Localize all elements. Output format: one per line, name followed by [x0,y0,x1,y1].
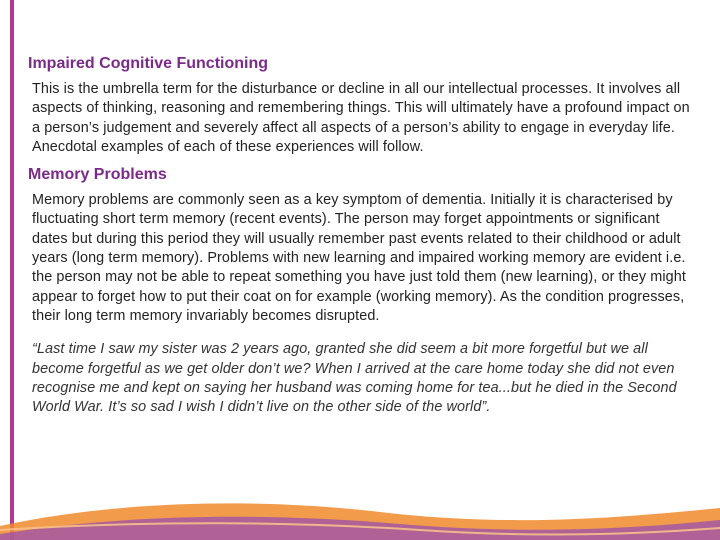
paragraph-memory-problems: Memory problems are commonly seen as a key symptom of dementia. Initially it is characterised by fluctuating short term memory (recent events). The person may forget appointments or significant dates but during this period they will usually remember past events related to their childhood or adult years (long term memory). Problems with new learning and impaired working memory are evident i.e. the person may not be able to repeat something you have just told them (new learning), or they might appear to forget how to put their coat on for example (working memory). As the condition progresses, their long term memory invariably becomes disrupted. [32,192,686,324]
heading-impaired-cognitive-functioning: Impaired Cognitive Functioning [28,55,268,72]
slide-content [28,54,690,417]
decorative-wave-swoosh [0,490,720,540]
left-accent-bar [10,0,14,540]
paragraph-cognitive-functioning: This is the umbrella term for the disturbance or decline in all our intellectual processes. It involves all aspects of thinking, reasoning and remembering things. This will ultimately have a profound impact on a person’s judgement and severely affect all aspects of a person’s ability to engage in everyday life. Anecdotal examples of each of these experiences will follow. [32,81,690,155]
heading-memory-problems: Memory Problems [28,166,167,184]
anecdotal-quote: “Last time I saw my sister was 2 years ago, granted she did seem a bit more forgetful but we all become forgetful as we get older don’t we? When I arrived at the care home today she did not even recognise me and kept on saying her husband was coming home for tea...but he died in the Second World War. It’s so sad I wish I didn’t live on the other side of the world”. [32,341,677,416]
